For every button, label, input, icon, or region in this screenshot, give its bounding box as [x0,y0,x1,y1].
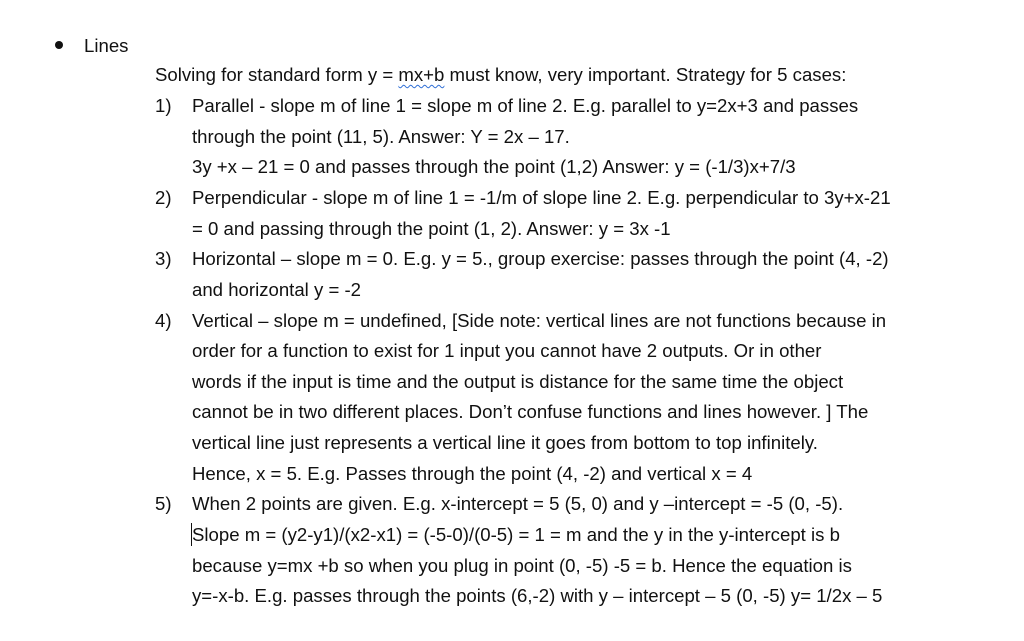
list-item-number: 3) [155,248,172,269]
intro-after: must know, very important. Strategy for 5 cases: [444,64,847,85]
list-item-2-line-1: Perpendicular - slope m of line 1 = -1/m of slope line 2. E.g. perpendicular to 3y+x-21 [192,187,891,208]
bullet-dot-icon [55,41,63,49]
list-item-3-line-2: and horizontal y = -2 [192,279,361,300]
list-item-number: 1) [155,95,172,116]
intro-line [155,63,846,87]
list-item-number: 4) [155,310,172,331]
intro-squiggle-word: mx+b [398,64,445,85]
list-item-4-line-1: Vertical – slope m = undefined, [Side note: vertical lines are not functions because in [192,310,887,331]
list-item-4-line-6: Hence, x = 5. E.g. Passes through the point (4, -2) and vertical x = 4 [192,463,753,484]
list-item-5-line-3: because y=mx +b so when you plug in point (0, -5) -5 = b. Hence the equation is [192,555,852,576]
intro-before: Solving for standard form y = [155,64,399,85]
list-item-1-line-1: Parallel - slope m of line 1 = slope m of line 2. E.g. parallel to y=2x+3 and passes [192,95,859,116]
list-item-4-line-5: vertical line just represents a vertical line it goes from bottom to top infinitely. [192,432,818,453]
list-item-4-line-4: cannot be in two different places. Don’t confuse functions and lines however. ] The [192,401,869,422]
list-item-5-line-2: Slope m = (y2-y1)/(x2-x1) = (-5-0)/(0-5) = 1 = m and the y in the y-intercept is b [192,524,840,545]
list-item-4-line-2: order for a function to exist for 1 input you cannot have 2 outputs. Or in other [192,340,822,361]
list-item-5-line-1: When 2 points are given. E.g. x-intercept = 5 (5, 0) and y –intercept = -5 (0, -5). [192,493,844,514]
list-item-number: 2) [155,187,172,208]
list-item-1-line-2: through the point (11, 5). Answer: Y = 2x – 17. [192,126,570,147]
list-item-2-line-2: = 0 and passing through the point (1, 2). Answer: y = 3x -1 [192,218,671,239]
list-item-3-line-1: Horizontal – slope m = 0. E.g. y = 5., group exercise: passes through the point (4, -2) [192,248,889,269]
list-item-5-line-4: y=-x-b. E.g. passes through the points (6,-2) with y – intercept – 5 (0, -5) y= 1/2x – 5 [192,585,883,606]
text-cursor [191,523,192,546]
bullet-label: Lines [84,35,129,56]
list-item-4-line-3: words if the input is time and the output is distance for the same time the object [192,371,844,392]
list-item-1-line-3: 3y +x – 21 = 0 and passes through the point (1,2) Answer: y = (-1/3)x+7/3 [192,156,796,177]
list-item-number: 5) [155,493,172,514]
